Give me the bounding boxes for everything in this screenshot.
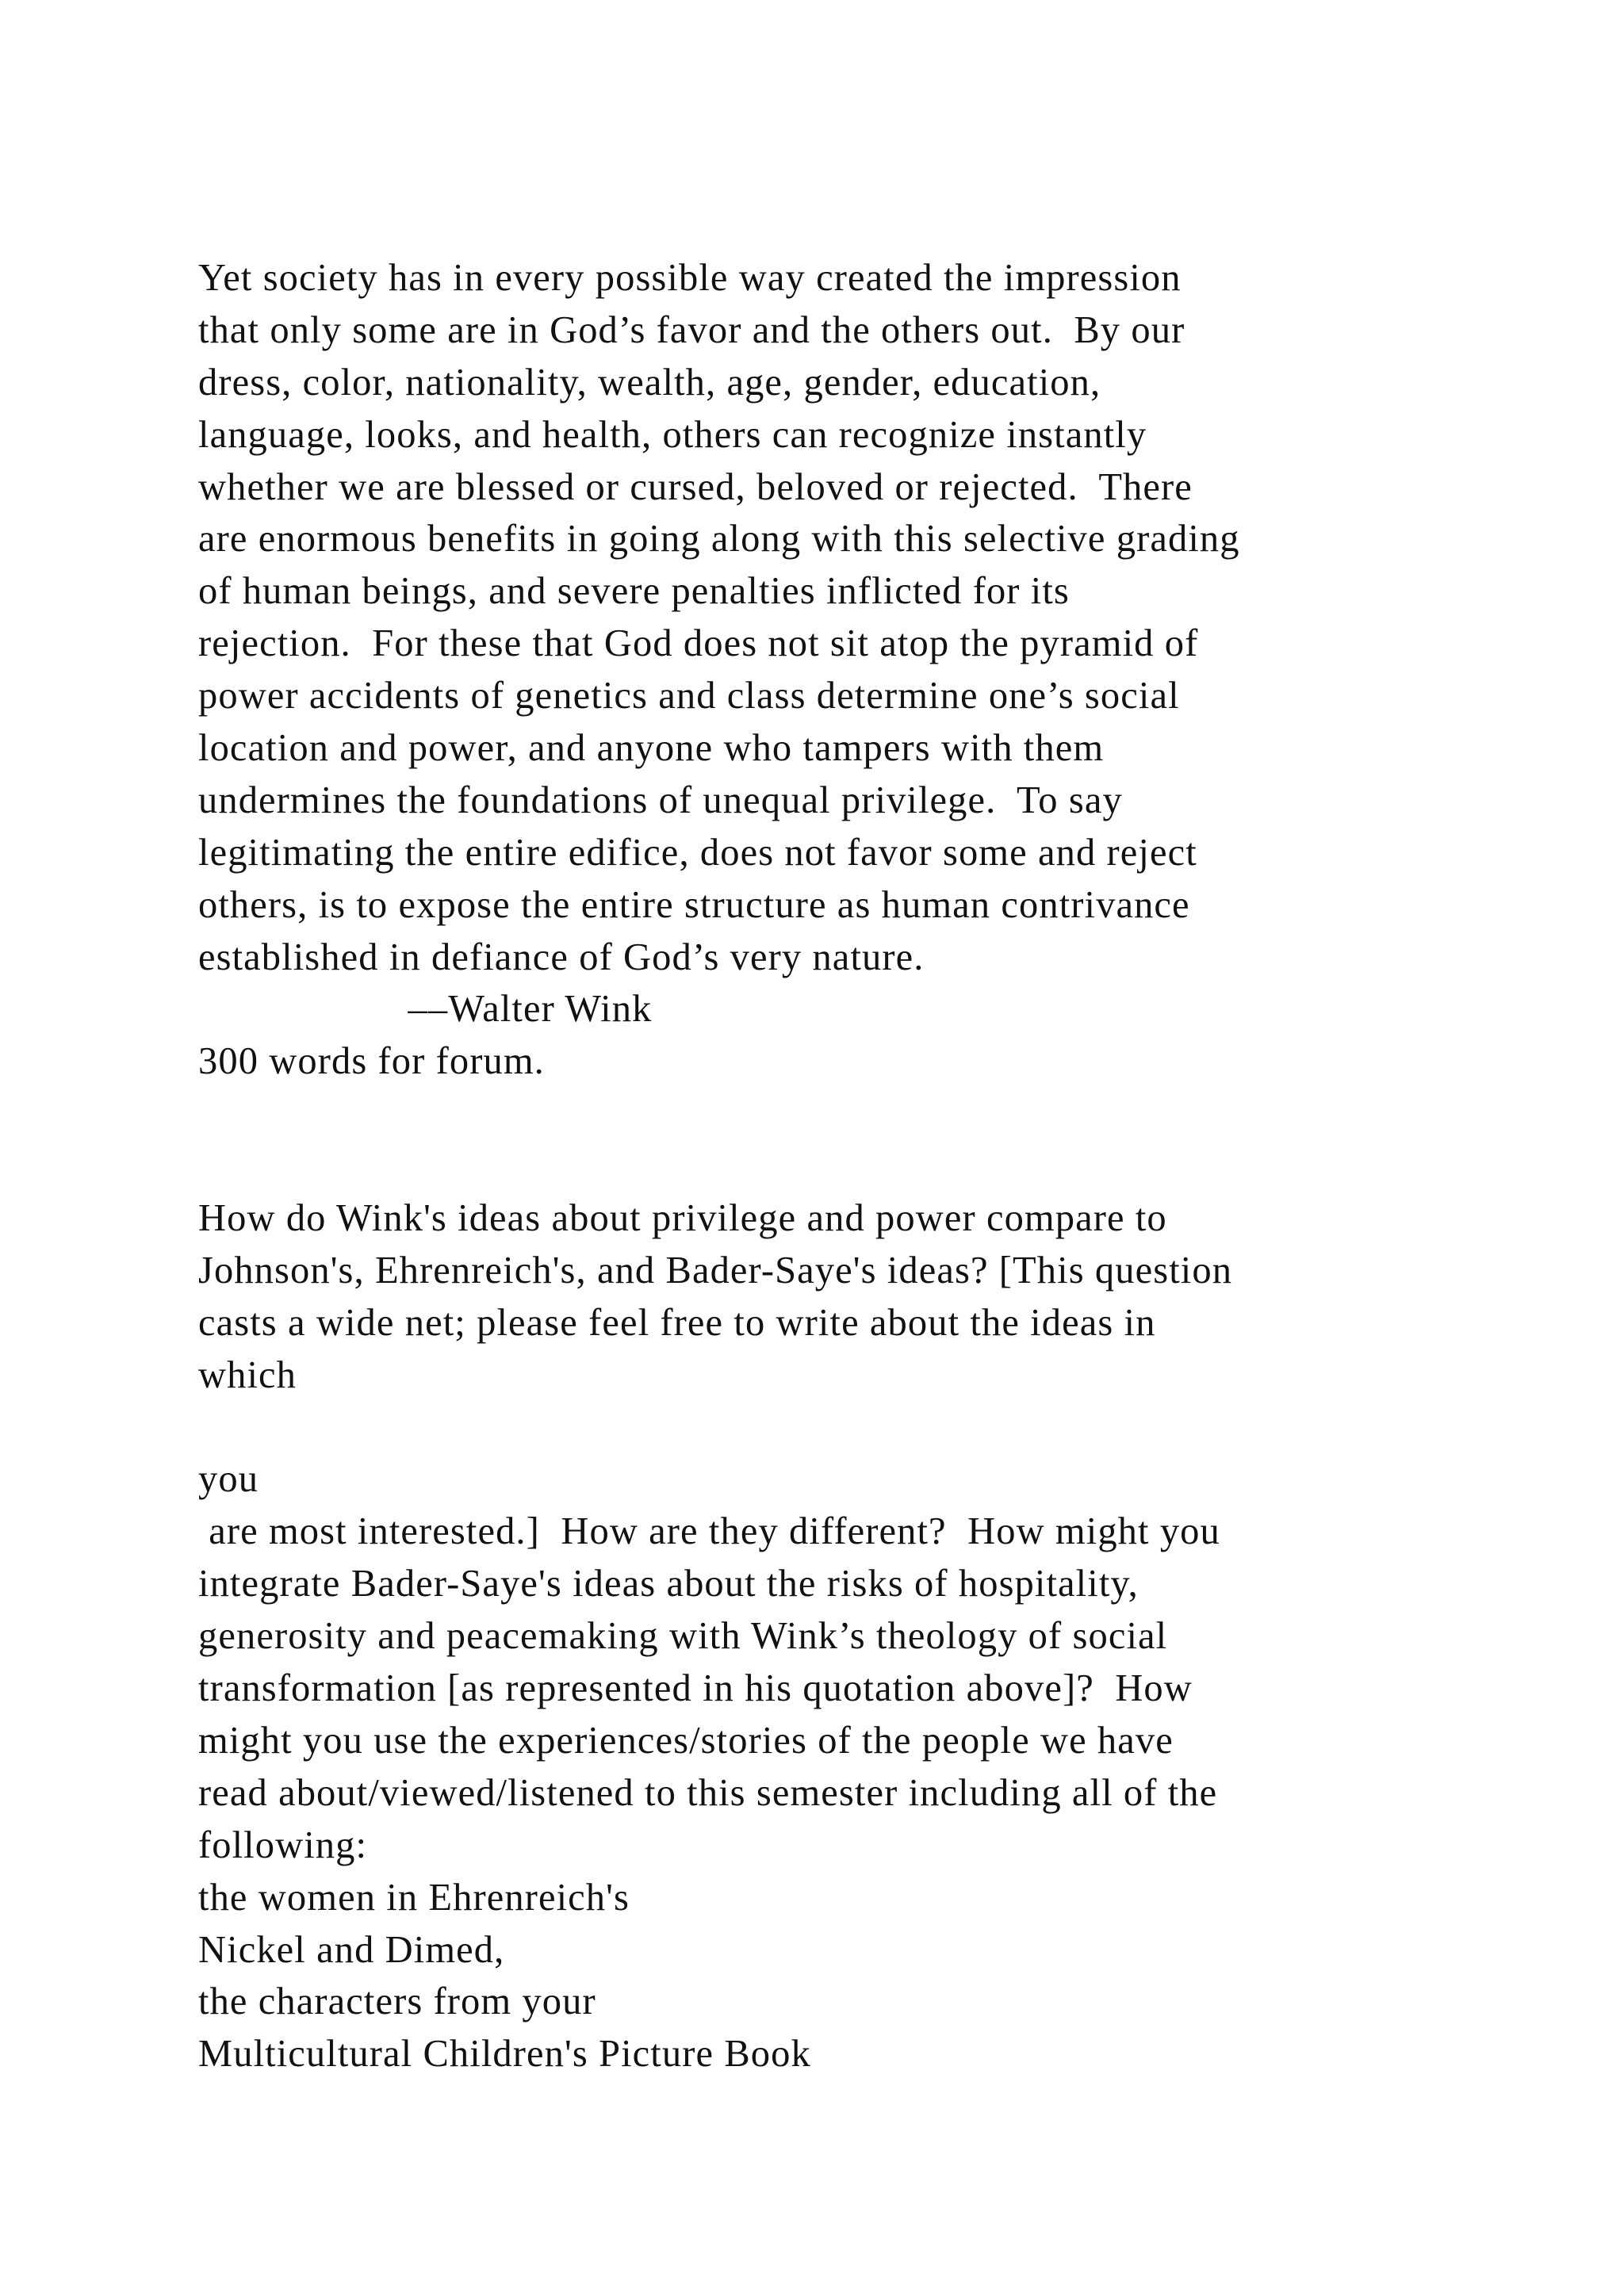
blank-line (198, 1402, 1546, 1454)
text-line: whether we are blessed or cursed, beloved or rejected. There (198, 465, 1193, 508)
text-line: of human beings, and severe penalties inflicted for its (198, 570, 1070, 613)
text-line: which (198, 1353, 297, 1396)
text-line: language, looks, and health, others can recognize instantly (198, 413, 1147, 456)
document-body (198, 252, 1546, 2080)
text-line: others, is to expose the entire structure as human contrivance (198, 883, 1190, 926)
text-line: Nickel and Dimed, (198, 1928, 505, 1971)
text-line: integrate Bader-Saye's ideas about the risks of hospitality, (198, 1563, 1139, 1605)
text-line: undermines the foundations of unequal privilege. To say (198, 779, 1123, 821)
text-line: are most interested.] How are they different? How might you (198, 1510, 1220, 1553)
text-line: that only some are in God’s favor and the others out. By our (198, 308, 1185, 351)
text-line: might you use the experiences/stories of the people we have (198, 1719, 1174, 1762)
word-count-note: 300 words for forum. (198, 1040, 545, 1083)
text-line: the characters from your (198, 1980, 596, 2023)
text-line: Johnson's, Ehrenreich's, and Bader-Saye's ideas? [This question (198, 1249, 1233, 1292)
blank-line (198, 1088, 1546, 1140)
text-line: rejection. For these that God does not sit atop the pyramid of (198, 622, 1199, 665)
text-line: the women in Ehrenreich's (198, 1876, 630, 1919)
text-line: are enormous benefits in going along with this selective grading (198, 518, 1240, 561)
text-line: Multicultural Children's Picture Book (198, 2033, 811, 2076)
text-line: dress, color, nationality, wealth, age, gender, education, (198, 361, 1101, 404)
text-line: location and power, and anyone who tampers with them (198, 727, 1105, 770)
text-line: transformation [as represented in his quotation above]? How (198, 1667, 1193, 1710)
text-line: you (198, 1458, 259, 1501)
text-line: following: (198, 1823, 368, 1866)
text-line: casts a wide net; please feel free to write about the ideas in (198, 1301, 1156, 1344)
text-line: How do Wink's ideas about privilege and power compare to (198, 1197, 1167, 1240)
text-line: legitimating the entire edifice, does not favor some and reject (198, 831, 1197, 874)
text-line: read about/viewed/listened to this semester including all of the (198, 1771, 1218, 1814)
text-line: established in defiance of God’s very nature. (198, 936, 925, 978)
quote-attribution: ––Walter Wink (198, 988, 653, 1031)
text-line: power accidents of genetics and class determine one’s social (198, 675, 1180, 718)
text-line: Yet society has in every possible way created the impression (198, 257, 1182, 299)
blank-line (198, 1140, 1546, 1192)
text-line: generosity and peacemaking with Wink’s theology of social (198, 1615, 1168, 1658)
